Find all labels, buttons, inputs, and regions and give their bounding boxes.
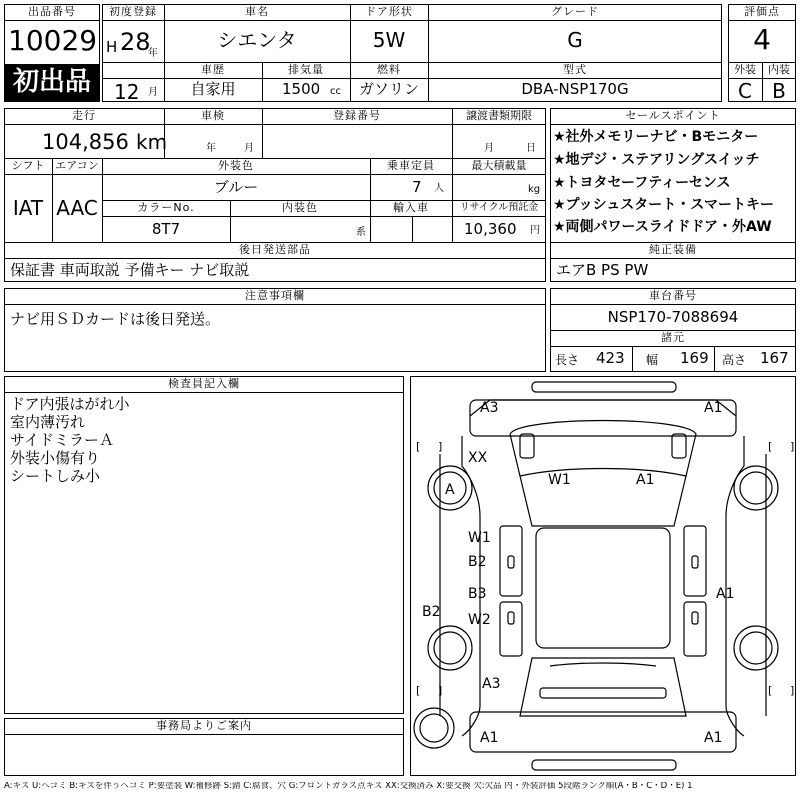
exterior-color: ブルー	[213, 178, 259, 196]
svg-text:]: ]	[438, 440, 443, 453]
notes-label: 注意事項欄	[245, 289, 305, 302]
lot-number-label: 出品番号	[28, 5, 76, 18]
mark-left-door-front: B2	[468, 554, 487, 570]
car-diagram	[410, 376, 796, 776]
mark-left-door-rear: B3	[468, 586, 487, 602]
inspection-year-unit: 年	[206, 143, 216, 154]
mark-front-right: A1	[704, 400, 723, 416]
color-no-label: カラーNo.	[137, 201, 195, 214]
mark-bumper-rear-left: A1	[480, 730, 499, 746]
fuel-label: 燃料	[377, 63, 401, 76]
inspector-line-4: 外装小傷有り	[10, 449, 101, 467]
width-label: 幅	[646, 353, 659, 367]
door-label: ドア形状	[365, 5, 413, 18]
later-parts: 保証書 車両取説 予備キー ナビ取説	[10, 261, 250, 279]
model: DBA-NSP170G	[521, 80, 629, 98]
grade: G	[567, 28, 583, 52]
first-reg-year: 28	[120, 28, 151, 56]
interior-grade: B	[772, 79, 786, 103]
car-name-label: 車名	[245, 5, 269, 18]
interior-color-label: 内装色	[282, 201, 318, 214]
aircon-value: AAC	[56, 196, 98, 220]
mark-windshield-left: W1	[548, 472, 571, 488]
svg-text:]: ]	[790, 440, 795, 453]
registration-label: 登録番号	[333, 109, 381, 122]
svg-text:[: [	[768, 684, 773, 697]
grade-label: グレード	[551, 5, 599, 18]
capacity-label: 乗車定員	[387, 159, 435, 172]
mark-rear-left: A3	[482, 676, 501, 692]
inspector-line-1: ドア内張はがれ小	[10, 395, 130, 413]
mark-right-rear: A1	[716, 586, 735, 602]
exterior-grade: C	[738, 79, 752, 103]
svg-text:[: [	[768, 440, 773, 453]
selling-point-1: ★社外メモリーナビ・Bモニター	[553, 129, 759, 145]
inspector-line-3: サイドミラーＡ	[10, 431, 114, 449]
mileage-unit: km	[136, 130, 168, 154]
equipment-label: 純正装備	[649, 243, 697, 256]
inspection-month-unit: 月	[244, 143, 254, 154]
selling-point-3: ★トヨタセーフティーセンス	[553, 175, 731, 191]
history: 自家用	[190, 80, 236, 98]
dimensions-label: 諸元	[661, 331, 685, 344]
capacity-unit: 人	[434, 183, 444, 194]
svg-text:]: ]	[438, 684, 443, 697]
selling-point-2: ★地デジ・ステアリングスイッチ	[553, 152, 760, 168]
height-label: 高さ	[722, 353, 747, 367]
displacement-label: 排気量	[288, 63, 324, 76]
width-value: 169	[680, 349, 709, 367]
displacement-unit: cc	[330, 86, 341, 97]
exterior-grade-label: 外装	[734, 63, 756, 76]
recycle-value: 10,360	[464, 220, 517, 238]
max-load-unit: kg	[528, 184, 541, 195]
chassis-label: 車台番号	[649, 289, 697, 302]
import-label: 輸入車	[393, 201, 429, 214]
transfer-month-unit: 月	[484, 143, 494, 154]
mark-front-left: A3	[480, 400, 499, 416]
first-reg-era: H	[106, 38, 118, 56]
displacement: 1500	[282, 80, 321, 98]
mark-left-tire-front: A	[445, 482, 455, 498]
exterior-color-label: 外装色	[218, 159, 254, 172]
later-parts-label: 後日発送部品	[239, 243, 311, 256]
length-value: 423	[596, 349, 625, 367]
recycle-unit: 円	[530, 225, 540, 236]
height-value: 167	[760, 349, 789, 367]
interior-grade-label: 内装	[768, 63, 790, 76]
color-no: 8T7	[151, 220, 181, 238]
selling-point-5: ★両側パワースライドドア・外AW	[553, 219, 772, 235]
transfer-day-unit: 日	[526, 143, 536, 154]
mark-windshield-right: A1	[636, 472, 655, 488]
svg-text:]: ]	[790, 684, 795, 697]
door-type: 5W	[372, 28, 406, 52]
transfer-label: 譲渡書類期限	[466, 109, 532, 122]
lot-number: 10029	[8, 24, 98, 57]
mark-left-window: W1	[468, 530, 491, 546]
max-load-label: 最大積載量	[471, 159, 527, 172]
first-reg-month-unit: 月	[148, 87, 158, 98]
length-label: 長さ	[555, 353, 580, 367]
mark-hood: XX	[468, 450, 488, 466]
mark-left-window-rear: W2	[468, 612, 491, 628]
svg-text:[: [	[416, 440, 421, 453]
chassis-number: NSP170-7088694	[607, 308, 739, 326]
first-reg-month: 12	[114, 80, 140, 104]
capacity-value: 7	[412, 178, 422, 196]
inspector-label: 検査員記入欄	[168, 377, 240, 390]
selling-point-4: ★プッシュスタート・スマートキー	[553, 197, 775, 213]
selling-points-label: セールスポイント	[625, 109, 721, 122]
aircon-label: エアコン	[55, 159, 99, 172]
score: 4	[753, 23, 771, 56]
mark-bumper-rear-right: A1	[704, 730, 723, 746]
fuel: ガソリン	[358, 80, 419, 98]
svg-text:[: [	[416, 684, 421, 697]
model-label: 型式	[563, 63, 587, 76]
inspector-line-5: シートしみ小	[10, 467, 101, 485]
inspector-line-2: 室内薄汚れ	[10, 413, 86, 431]
first-reg-year-unit: 年	[148, 48, 158, 59]
history-label: 車歴	[201, 63, 225, 76]
mileage-value: 104,856	[42, 130, 129, 154]
shift-label: シフト	[11, 159, 45, 172]
car-name: シエンタ	[217, 28, 297, 52]
notes: ナビ用ＳＤカードは後日発送。	[10, 310, 221, 328]
shift-value: IAT	[12, 196, 44, 220]
first-listing-text: 初出品	[12, 67, 91, 97]
recycle-label: リサイクル預託金	[459, 202, 539, 213]
mark-left-panel: B2	[422, 604, 441, 620]
office-label: 事務局よりご案内	[156, 719, 252, 732]
equipment: エアB PS PW	[556, 261, 649, 279]
mileage-label: 走行	[72, 109, 96, 122]
score-label: 評価点	[744, 5, 780, 18]
legend: A:キズ U:ヘコミ B:キズを伴うヘコミ P:要塗装 W:補修跡 S:錆 C:腐食、穴 G:フロントガラス点キズ XX:交換済み X:要交換 欠:欠品 内・外装評価 5段階ランク順(A・B・C・D・E) 1	[4, 782, 693, 791]
inspection-label: 車検	[201, 109, 225, 122]
interior-color-unit: 系	[356, 227, 366, 238]
first-reg-label: 初度登録	[109, 5, 157, 18]
